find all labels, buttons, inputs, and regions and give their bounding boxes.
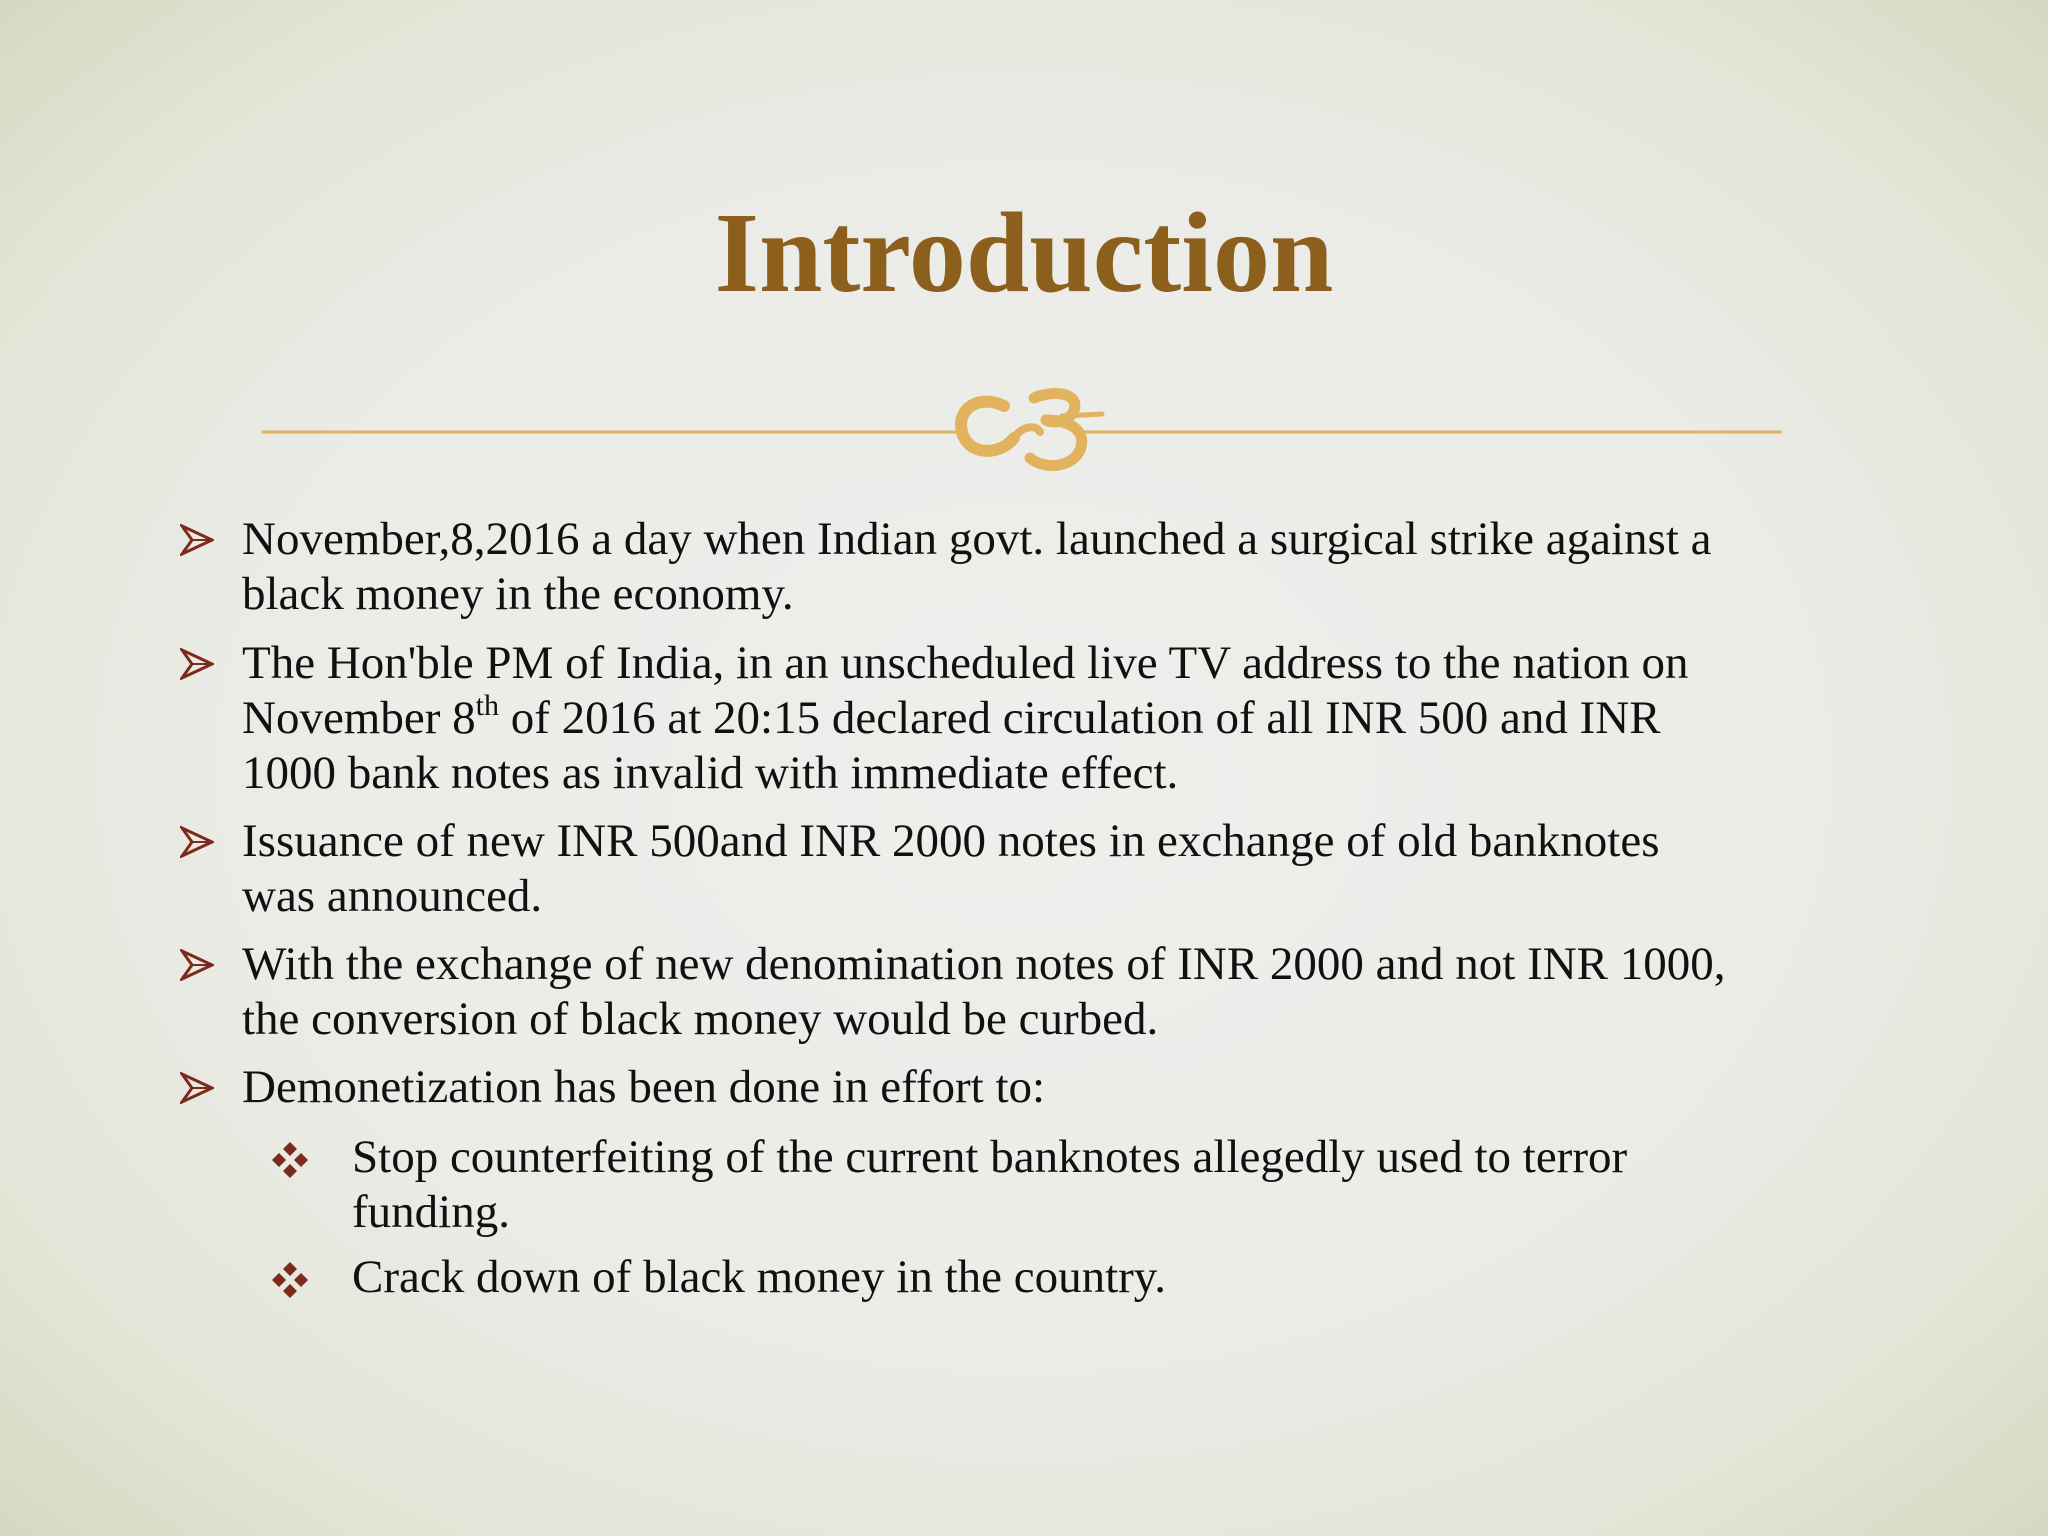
arrow-bullet-icon xyxy=(180,1072,214,1104)
slide-title: Introduction xyxy=(714,189,1334,316)
bullet-text: November,8,2016 a day when Indian govt. launched a surgical strike against a black money in the economy. xyxy=(242,513,1712,620)
bullet-text: With the exchange of new denomination notes of INR 2000 and not INR 1000, the conversion of black money would be curbed. xyxy=(242,938,1726,1045)
four-diamond-bullet-icon xyxy=(270,1140,310,1180)
arrow-bullet-icon xyxy=(180,648,214,680)
arrow-bullet-icon xyxy=(180,524,214,556)
bullet-text: Demonetization has been done in effort to: xyxy=(242,1061,1046,1113)
bullet-text: Issuance of new INR 500and INR 2000 notes in exchange of old banknotes was announced. xyxy=(242,815,1660,922)
sub-bullet-text: Crack down of black money in the country. xyxy=(352,1251,1167,1303)
sub-bullet-text: Stop counterfeiting of the current banknotes allegedly used to terror funding. xyxy=(352,1131,1628,1238)
arrow-bullet-icon xyxy=(180,826,214,858)
bullet-text: The Hon'ble PM of India, in an unscheduled live TV address to the nation on November 8th of 2016 at 20:15 declared circulation of all INR 500 and INR 1000 bank notes as invalid with immediate effect. xyxy=(242,637,1689,799)
arrow-bullet-icon xyxy=(180,949,214,981)
four-diamond-bullet-icon xyxy=(270,1260,310,1300)
